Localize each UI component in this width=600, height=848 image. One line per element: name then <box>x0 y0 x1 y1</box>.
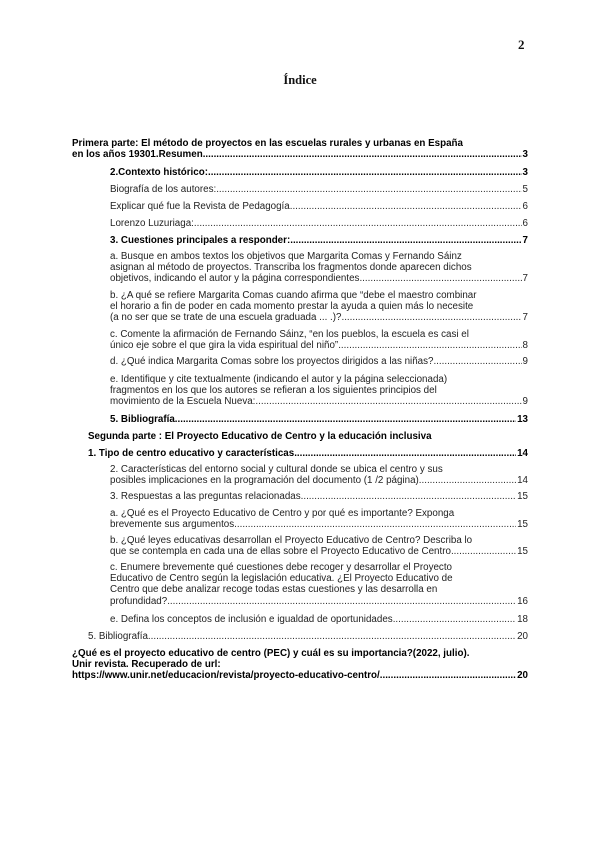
toc-leader <box>301 491 516 502</box>
toc-line: a. ¿Qué es el Proyecto Educativo de Centro y por qué es importante? Exponga <box>110 508 455 519</box>
toc-leader <box>433 356 521 367</box>
toc-line <box>110 414 528 425</box>
toc-leader <box>380 670 516 681</box>
toc-text: 5. Bibliografía <box>88 631 148 642</box>
page-number: 2 <box>518 37 525 52</box>
toc-page: 13 <box>517 414 528 425</box>
toc-text: Explicar qué fue la Revista de Pedagogía <box>110 201 290 212</box>
toc-text: 3. Respuestas a las preguntas relacionadas <box>110 491 301 502</box>
toc-page: 15 <box>517 546 528 558</box>
toc-line: fragmentos en los que los autores se refieran a los siguientes principios del <box>110 385 437 397</box>
toc-entry-tipo-centro[interactable] <box>88 448 528 459</box>
toc-entry-question-a[interactable] <box>110 251 528 285</box>
toc-page: 20 <box>517 670 528 682</box>
toc-leader <box>194 218 522 229</box>
toc-page: 14 <box>517 475 528 487</box>
toc-line <box>110 596 528 607</box>
toc-entry-pec-question-e[interactable] <box>110 614 528 625</box>
toc-leader <box>255 396 521 407</box>
toc-leader <box>294 448 516 459</box>
toc-line: Unir revista. Recuperado de url: <box>72 659 221 671</box>
toc-line: e. Identifique y cite textualmente (indicando el autor y la página seleccionada) <box>110 374 448 385</box>
toc-line: b. ¿Qué leyes educativas desarrollan el Proyecto Educativo de Centro? Describa lo <box>110 535 473 546</box>
toc-entry-question-d[interactable] <box>110 356 528 367</box>
toc-line <box>110 312 528 323</box>
toc-line <box>110 475 528 486</box>
toc-entry-pec-question-b[interactable] <box>110 535 528 557</box>
toc-line <box>110 218 528 229</box>
toc-leader <box>234 519 516 530</box>
toc-entry-revista-pedagogia[interactable] <box>110 201 528 212</box>
toc-line <box>110 273 528 284</box>
toc-line: 2. Características del entorno social y cultural donde se ubica el centro y sus <box>110 464 443 475</box>
toc-leader <box>419 475 516 486</box>
toc-page: 5 <box>522 184 528 195</box>
toc-page: 9 <box>522 396 528 408</box>
toc-text: profundidad? <box>110 595 168 607</box>
toc-text: 2.Contexto histórico: <box>110 167 208 178</box>
toc-page: 15 <box>517 519 528 531</box>
page-title: Índice <box>283 73 317 87</box>
toc-line <box>110 235 528 246</box>
toc-line: Centro que debe analizar recoge todas estas cuestiones y las desarrolla en <box>110 584 438 596</box>
toc-line <box>88 448 528 459</box>
toc-text: Lorenzo Luzuriaga: <box>110 218 194 229</box>
toc-leader <box>290 201 522 212</box>
toc-entry-caracteristicas-entorno[interactable] <box>110 464 528 486</box>
toc-line <box>72 670 528 681</box>
toc-text: e. Defina los conceptos de inclusión e igualdad de oportunidades <box>110 614 393 625</box>
toc-leader <box>341 312 521 323</box>
toc-entry-lorenzo-luzuriaga[interactable] <box>110 218 528 229</box>
toc-text: (a no ser que se trate de una escuela graduada ... .)? <box>110 312 342 324</box>
toc-entry-contexto-historico[interactable] <box>110 167 528 178</box>
toc-text: objetivos, indicando el autor y la página correspondientes <box>110 273 360 285</box>
toc-entry-segunda-parte[interactable] <box>88 431 528 442</box>
toc-line: ¿Qué es el proyecto educativo de centro (PEC) y cuál es su importancia?(2022, julio). <box>72 648 470 659</box>
toc-line <box>110 396 528 407</box>
toc-line: c. Comente la afirmación de Fernando Sáinz, “en los pueblos, la escuela es casi el <box>110 329 469 340</box>
toc-line <box>110 491 528 502</box>
toc-line <box>88 631 528 642</box>
toc-leader <box>175 414 516 425</box>
toc-line: a. Busque en ambos textos los objetivos que Margarita Comas y Fernando Sáinz <box>110 251 462 262</box>
toc-page: 15 <box>517 491 528 502</box>
toc-leader <box>203 149 522 160</box>
toc-line: asignan al método de proyectos. Transcriba los fragmentos donde aparecen dichos <box>110 262 472 274</box>
toc-page: 3 <box>522 149 528 161</box>
toc-line <box>72 149 528 160</box>
toc-text: único eje sobre el que gira la vida espiritual del niño” <box>110 340 339 352</box>
toc-line <box>110 201 528 212</box>
toc-leader <box>359 273 521 284</box>
toc-entry-cuestiones-principales[interactable] <box>110 235 528 246</box>
toc-text: que se contempla en cada una de ellas sobre el Proyecto Educativo de Centro <box>110 546 451 558</box>
toc-leader <box>216 184 521 195</box>
toc-leader <box>338 340 521 351</box>
toc-line <box>110 614 528 625</box>
toc-line: Segunda parte : El Proyecto Educativo de Centro y la educación inclusiva <box>88 431 432 442</box>
toc-line <box>110 356 528 367</box>
toc-page: 9 <box>522 356 528 367</box>
toc-page: 14 <box>517 448 528 459</box>
toc-page: 7 <box>522 273 528 285</box>
toc-entry-respuestas[interactable] <box>110 491 528 502</box>
toc-line: b. ¿A qué se refiere Margarita Comas cuando afirma que “debe el maestro combinar <box>110 290 477 301</box>
toc-line: c. Enumere brevemente qué cuestiones debe recoger y desarrollar el Proyecto <box>110 562 452 573</box>
toc-entry-question-c[interactable] <box>110 329 528 351</box>
toc-line <box>110 546 528 557</box>
toc-text: 5. Bibliografía <box>110 414 175 425</box>
toc-text: en los años 19301.Resumen <box>72 149 203 161</box>
toc-leader <box>290 235 521 246</box>
toc-text: 1. Tipo de centro educativo y características <box>88 448 295 459</box>
toc-entry-primera-parte[interactable] <box>72 138 528 160</box>
toc-line: el horario a fin de poder en cada momento prestar la ayuda a quien más lo necesite <box>110 301 474 313</box>
toc-entry-reference-pec[interactable] <box>72 648 528 682</box>
toc-leader <box>393 614 516 625</box>
toc-line: Primera parte: El método de proyectos en las escuelas rurales y urbanas en España <box>72 138 463 149</box>
toc-page: 8 <box>522 340 528 352</box>
toc-leader <box>451 546 516 557</box>
toc-page: 6 <box>522 201 528 212</box>
toc-page: 18 <box>517 614 528 625</box>
toc-page: 3 <box>522 167 528 178</box>
toc-line: Educativo de Centro según la legislación educativa. ¿El Proyecto Educativo de <box>110 573 453 585</box>
toc-leader <box>208 167 522 178</box>
toc-page: 20 <box>517 631 528 642</box>
toc-text: https://www.unir.net/educacion/revista/proyecto-educativo-centro/ <box>72 670 380 682</box>
toc-entry-bibliografia-1[interactable] <box>110 414 528 425</box>
toc-text: movimiento de la Escuela Nueva: <box>110 396 256 408</box>
toc-text: posibles implicaciones en la programación del documento (1 /2 página) <box>110 475 419 487</box>
toc-entry-biografia[interactable] <box>110 184 528 195</box>
toc-text: 3. Cuestiones principales a responder: <box>110 235 291 246</box>
toc-page: 7 <box>522 312 528 324</box>
toc-leader <box>167 596 516 607</box>
toc-page: 7 <box>522 235 528 246</box>
toc-line <box>110 340 528 351</box>
toc-entry-question-e[interactable] <box>110 374 528 408</box>
toc-text: Biografía de los autores: <box>110 184 217 195</box>
toc-page: 6 <box>522 218 528 229</box>
toc-entry-pec-question-c[interactable] <box>110 562 528 607</box>
toc-entry-pec-question-a[interactable] <box>110 508 528 530</box>
toc-line <box>110 167 528 178</box>
toc-leader <box>148 631 516 642</box>
toc-text: d. ¿Qué indica Margarita Comas sobre los proyectos dirigidos a las niñas? <box>110 356 434 367</box>
toc-entry-bibliografia-2[interactable] <box>88 631 528 642</box>
toc-line <box>110 184 528 195</box>
toc-page: 16 <box>517 595 528 607</box>
toc-text: brevemente sus argumentos <box>110 519 235 531</box>
toc-line <box>110 519 528 530</box>
toc-entry-question-b[interactable] <box>110 290 528 324</box>
